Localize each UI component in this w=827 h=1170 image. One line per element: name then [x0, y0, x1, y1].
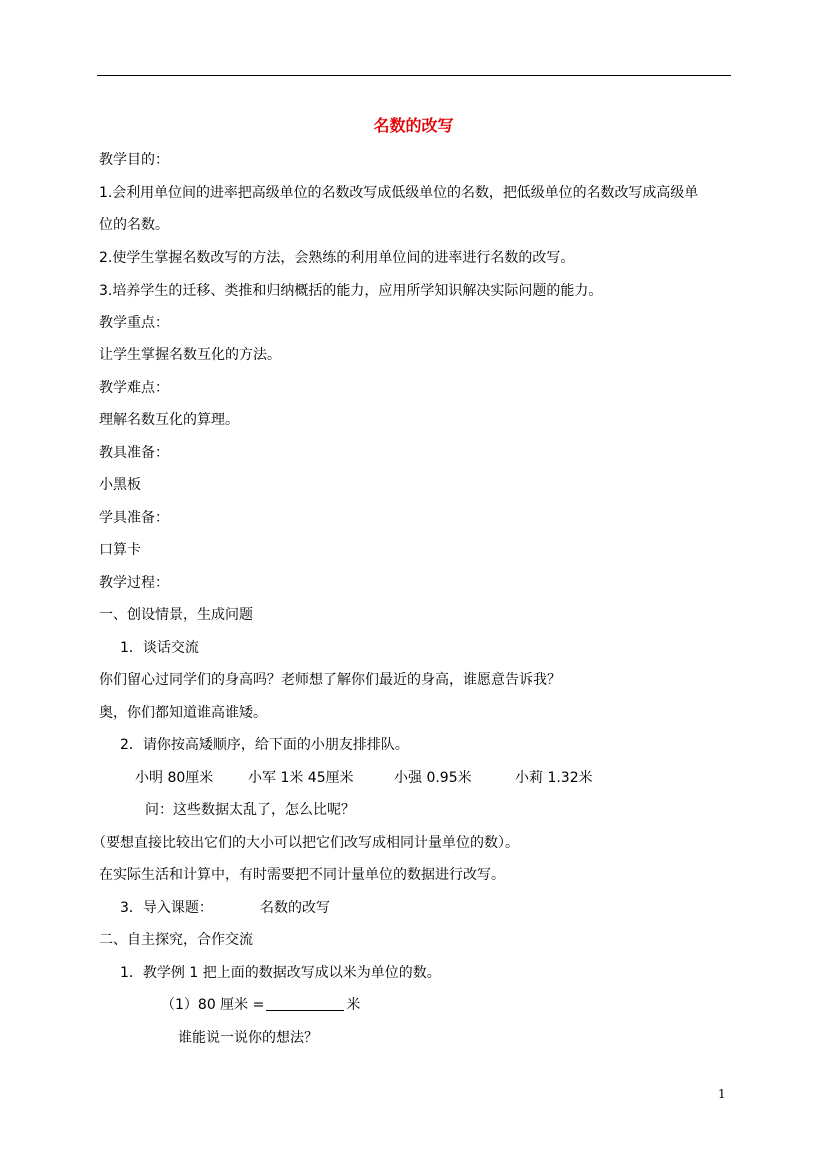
process-heading: 教学过程：	[99, 575, 169, 591]
kid-xiaojun: 小军 1米 45厘米	[248, 770, 354, 786]
step-1-3-topic: 名数的改写	[260, 900, 330, 916]
difficulty-heading: 教学难点：	[99, 380, 169, 396]
goal-1-line-1: 1.会利用单位间的进率把高级单位的名数改写成低级单位的名数，把低级单位的名数改写成高级单	[99, 185, 699, 201]
step-1-2: 2．请你按高矮顺序，给下面的小朋友排排队。	[120, 737, 409, 753]
key-heading: 教学重点：	[99, 315, 169, 331]
tools-text: 小黑板	[99, 477, 141, 493]
exercise-left-text: （1）80 厘米 =	[161, 997, 265, 1013]
exercise-line	[161, 995, 360, 1015]
step-1-3-label: 3．导入课题：	[120, 900, 213, 916]
student-tools-heading: 学具准备：	[99, 510, 169, 526]
note-line: （要想直接比较出它们的大小可以把它们改写成相同计量单位的数）。	[92, 835, 519, 851]
student-tools-text: 口算卡	[99, 542, 141, 558]
header-rule	[97, 75, 731, 76]
section-1-heading: 一、创设情景，生成问题	[99, 607, 253, 623]
question-line: 问：这些数据太乱了，怎么比呢？	[145, 802, 355, 818]
answer-blank	[266, 996, 344, 1011]
goal-2: 2.使学生掌握名数改写的方法，会熟练的利用单位间的进率进行名数的改写。	[99, 250, 575, 266]
page-title: 名数的改写	[373, 116, 454, 135]
exercise-unit: 米	[346, 997, 361, 1013]
talk-line-2: 奥，你们都知道谁高谁矮。	[99, 705, 267, 721]
goal-heading: 教学目的：	[99, 152, 169, 168]
goal-3: 3.培养学生的迁移、类推和归纳概括的能力，应用所学知识解决实际问题的能力。	[99, 283, 603, 299]
kid-xiaoqiang: 小强 0.95米	[394, 770, 472, 786]
step-2-1: 1．教学例 1 把上面的数据改写成以米为单位的数。	[120, 965, 441, 981]
tools-heading: 教具准备：	[99, 445, 169, 461]
kid-xiaoming: 小明 80厘米	[135, 770, 214, 786]
context-line: 在实际生活和计算中，有时需要把不同计量单位的数据进行改写。	[99, 867, 505, 883]
key-text: 让学生掌握名数互化的方法。	[99, 347, 281, 363]
kid-xiaoli: 小莉 1.32米	[515, 770, 593, 786]
goal-1-line-2: 位的名数。	[99, 217, 169, 233]
section-2-heading: 二、自主探究，合作交流	[99, 932, 253, 948]
ask-line: 谁能说一说你的想法？	[178, 1030, 318, 1046]
difficulty-text: 理解名数互化的算理。	[99, 412, 239, 428]
page-number: 1	[718, 1087, 726, 1101]
talk-line-1: 你们留心过同学们的身高吗？老师想了解你们最近的身高，谁愿意告诉我？	[99, 672, 561, 688]
step-1-1: 1．谈话交流	[120, 640, 199, 656]
